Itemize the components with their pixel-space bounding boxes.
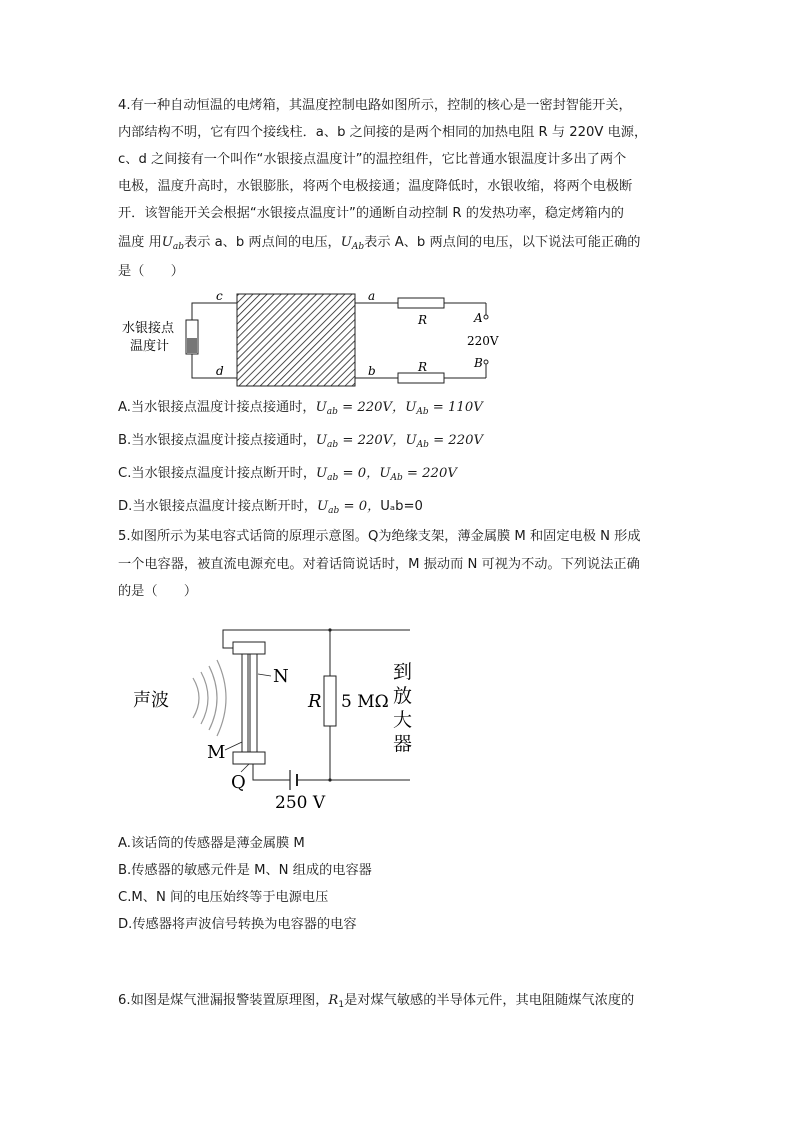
label-R-top: R (418, 313, 428, 327)
label-to-amplifier-2: 放 (393, 685, 413, 707)
thermometer-label-2: 温度计 (130, 339, 170, 354)
terminal-B (484, 360, 488, 364)
label-a: a (368, 289, 376, 303)
label-5-megaohm: 5 MΩ (341, 692, 389, 712)
q4-line-6-a: 温度 用 (118, 235, 162, 250)
thermometer-label-1: 水银接点 (122, 321, 175, 336)
film-M (242, 652, 248, 756)
smart-switch-box (237, 294, 355, 386)
label-c: c (216, 289, 223, 303)
q4-circuit-diagram (110, 288, 510, 390)
label-R-bottom: R (418, 360, 428, 374)
electrode-N (250, 652, 257, 756)
q4-line-6-c: 表示 A、b 两点间的电压，以下说法可能正确的 (364, 235, 641, 250)
wire-c (192, 303, 237, 320)
label-to-amplifier-1: 到 (393, 661, 413, 683)
symbol-u-Ab: $U_{Ab}$ (340, 235, 365, 252)
q5-microphone-diagram (125, 620, 425, 815)
q4-option-c: C.当水银接点温度计接点断开时，$U_{ab} = 0$，$U_{Ab} = 220V$ (118, 466, 457, 483)
q4-line-6 (118, 234, 640, 256)
label-R: R (308, 691, 322, 712)
q4-line-3: c、d 之间接有一个叫作“水银接点温度计”的温控组件，它比普通水银温度计多出了两个 (118, 152, 627, 167)
label-220V: 220V (467, 334, 499, 348)
resistor-top (398, 298, 444, 308)
q4-line-2: 内部结构不明，它有四个接线柱．a、b 之间接的是两个相同的加热电阻 R 与 220V 电源， (118, 125, 648, 140)
support-Q-top (233, 642, 265, 654)
q5-line-1: 5.如图所示为某电容式话筒的原理示意图。Q为绝缘支架，薄金属膜 M 和固定电极 N 形成 (118, 529, 641, 544)
symbol-u-ab: $U_{ab}$ (161, 235, 185, 252)
support-Q-bottom (233, 752, 265, 764)
label-d: d (216, 364, 224, 378)
q4-line-5: 开．该智能开关会根据“水银接点温度计”的通断自动控制 R 的发热功率，稳定烤箱内的 (118, 206, 624, 221)
resistor-bottom (398, 373, 444, 383)
q5-line-2: 一个电容器，被直流电源充电。对着话筒说话时，M 振动而 N 可视为不动。下列说法正确 (118, 557, 640, 572)
label-250V: 250 V (275, 793, 326, 813)
label-B: B (474, 356, 483, 370)
label-N: N (273, 666, 289, 687)
q4-line-4: 电极，温度升高时，水银膨胀，将两个电极接通；温度降低时，水银收缩，将两个电极断 (118, 179, 633, 194)
thermometer-mercury (187, 338, 197, 353)
label-M: M (207, 742, 226, 763)
label-to-amplifier-4: 器 (393, 733, 413, 755)
q6-line-1: 6.如图是煤气泄漏报警装置原理图，$R_1$是对煤气敏感的半导体元件，其电阻随煤气浓度的 (118, 993, 635, 1010)
label-b: b (368, 364, 376, 378)
q5-option-b: B.传感器的敏感元件是 M、N 组成的电容器 (118, 863, 372, 878)
q4-line-1: 4.有一种自动恒温的电烤箱，其温度控制电路如图所示，控制的核心是一密封智能开关， (118, 98, 632, 113)
q5-option-d: D.传感器将声波信号转换为电容器的电容 (118, 917, 357, 932)
wire-d (192, 354, 237, 378)
label-sound-wave: 声波 (133, 690, 169, 711)
q5-option-c: C.M、N 间的电压始终等于电源电压 (118, 890, 329, 905)
label-to-amplifier-3: 大 (393, 709, 413, 731)
q4-option-a: A.当水银接点温度计接点接通时，$U_{ab} = 220V$，$U_{Ab} = 110V$ (118, 400, 483, 417)
sound-wave-icon (193, 660, 226, 736)
label-Q: Q (231, 772, 246, 793)
q4-line-7: 是（ ） (118, 264, 184, 279)
resistor-R (324, 676, 336, 726)
label-A: A (474, 311, 483, 325)
q4-line-6-b: 表示 a、b 两点间的电压， (184, 235, 341, 250)
q4-option-d: D.当水银接点温度计接点断开时，$U_{ab} = 0$，Uₐb=0 (118, 499, 423, 516)
q4-option-b: B.当水银接点温度计接点接通时，$U_{ab} = 220V$，$U_{Ab} = 220V$ (118, 433, 483, 450)
q5-option-a: A.该话筒的传感器是薄金属膜 M (118, 836, 305, 851)
q5-line-3: 的是（ ） (118, 584, 198, 599)
wire-bottom-left (253, 764, 290, 780)
terminal-A (484, 315, 488, 319)
